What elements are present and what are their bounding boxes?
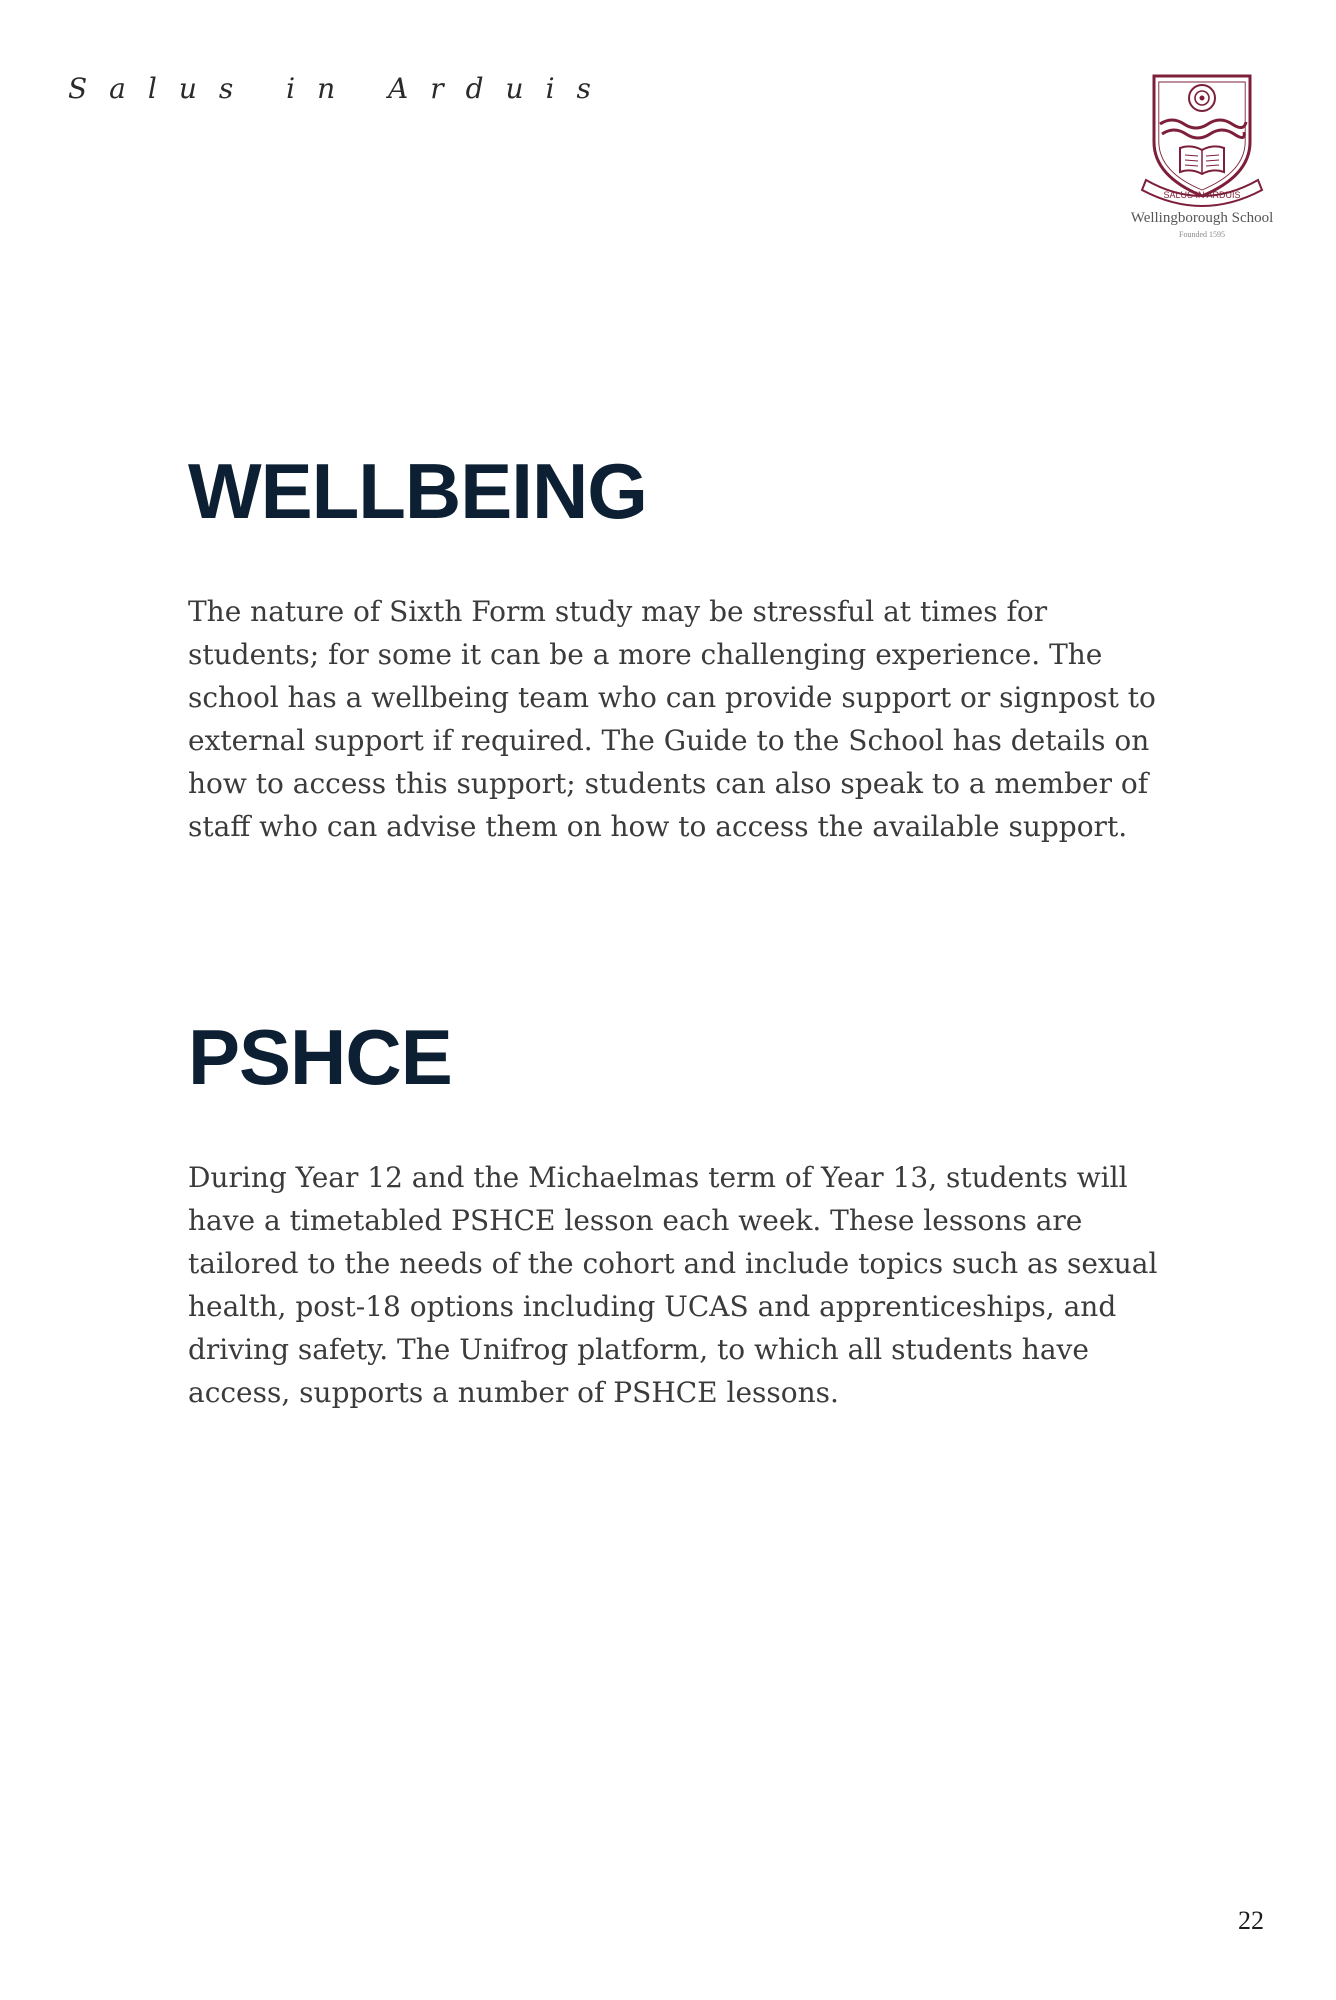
section-body-pshce: During Year 12 and the Michaelmas term of Year 13, students will have a timetabled PSHCE lesson each week. These lessons are tailored to the needs of the cohort and include topics such as sexual health, post-18 options including UCAS and apprenticeships, and driving safety. The Unifrog platform, to which all students have access, supports a number of PSHCE lessons. <box>188 1161 1158 1409</box>
page-motto: Salus in Arduis <box>68 72 613 105</box>
school-founded: Founded 1595 <box>1179 230 1225 239</box>
section-body-wellbeing: The nature of Sixth Form study may be stressful at times for students; for some it can be a more challenging experience. The school has a wellbeing team who can provide support or signpost to external support if required. The Guide to the School has details on how to access this support; students can also speak to a member of staff who can advise them on how to access the available support. <box>188 595 1156 843</box>
section-heading-pshce: PSHCE <box>188 1013 452 1101</box>
page-number: 22 <box>1238 1906 1264 1935</box>
school-name: Wellingborough School <box>1130 210 1274 226</box>
school-logo <box>1112 72 1292 252</box>
section-heading-wellbeing: WELLBEING <box>188 447 647 535</box>
school-crest-icon <box>1112 72 1292 210</box>
svg-text:SALUS IN ARDUIS: SALUS IN ARDUIS <box>1163 190 1241 200</box>
